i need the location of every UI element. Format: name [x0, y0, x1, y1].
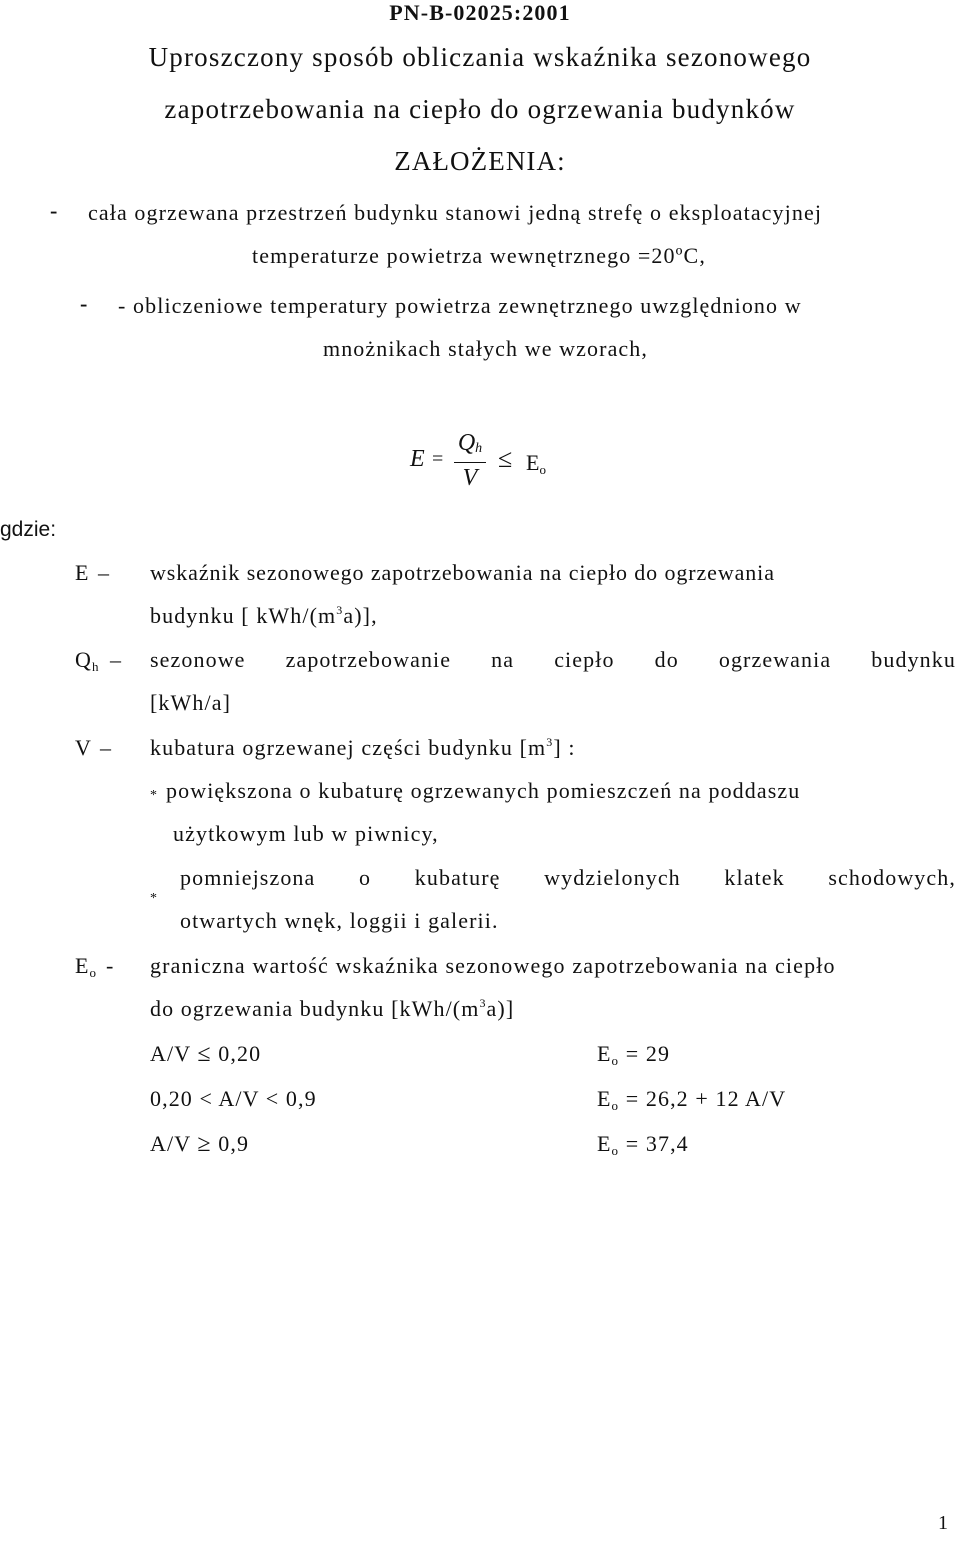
def-qh-dash: – [110, 647, 123, 672]
page-number: 1 [938, 1512, 948, 1534]
formula-leq-symbol: ≤ [498, 444, 513, 473]
bullet-2: - [80, 291, 89, 316]
def-qh-line-2: [kWh/a] [150, 690, 231, 715]
sub-item-2-marker: * [150, 891, 157, 906]
sub-item-1-line-1: powiększona o kubaturę ogrzewanych pomieszczeń na poddaszu [166, 778, 801, 803]
def-v-dash: – [100, 735, 113, 760]
def-e-line-2: budynku [ kWh/$(m^3a)$], [150, 603, 378, 628]
limit-row-1-condition: A/V ≤ 0,20 [150, 1041, 262, 1067]
def-qh-line-1: sezonowe zapotrzebowanie na ciepło do ogrzewania budynku [150, 647, 956, 672]
def-eo-symbol: Eo [75, 953, 98, 980]
fraction-denominator: V [462, 465, 478, 491]
bullet-1: - [50, 198, 59, 223]
def-eo-sep: - [106, 953, 115, 978]
def-v-line-1: kubatura ogrzewanej części budynku $[m^3]$ : [150, 735, 576, 760]
title-line-2: zapotrzebowania na ciepło do ogrzewania budynków [164, 94, 796, 124]
assumptions-heading: ZAŁOŻENIA: [394, 146, 566, 176]
formula-rhs: Eo [526, 450, 546, 477]
assumption-1-line-2: temperaturze powietrza wewnętrznego =20ºC, [252, 243, 706, 268]
def-e-symbol: E [75, 560, 90, 585]
def-e-dash: – [98, 560, 111, 585]
assumption-2-line-2: mnożnikach stałych we wzorach, [323, 336, 648, 361]
limit-row-3-value: Eo = 37,4 [597, 1131, 689, 1158]
limit-row-2-value: Eo = 26,2 + 12 A/V [597, 1086, 787, 1113]
formula-fraction [452, 428, 488, 493]
sub-item-2-line-2: otwartych wnęk, loggii i galerii. [180, 908, 499, 933]
limit-row-2-condition: 0,20 < A/V < 0,9 [150, 1086, 317, 1111]
definitions-intro: gdzie: [0, 518, 57, 541]
limit-row-1-value: Eo = 29 [597, 1041, 671, 1068]
def-v-symbol: V [75, 735, 92, 760]
sub-item-1-line-2: użytkowym lub w piwnicy, [173, 821, 439, 846]
assumption-2-line-1: - obliczeniowe temperatury powietrza zewnętrznego uwzględniono w [118, 293, 802, 318]
def-eo-line-2: do ogrzewania budynku $[kWh/(m^3a)]$ [150, 996, 515, 1021]
def-e-line-1: wskaźnik sezonowego zapotrzebowania na ciepło do ogrzewania [150, 560, 775, 585]
fraction-numerator: Qh [457, 430, 483, 456]
limit-row-3-condition: A/V ≥ 0,9 [150, 1131, 250, 1157]
formula-equals: = [432, 448, 444, 470]
def-qh-symbol: Qh [75, 647, 100, 674]
assumption-1-line-1: cała ogrzewana przestrzeń budynku stanowi jedną strefę o eksploatacyjnej [88, 200, 823, 225]
standard-number: PN-B-02025:2001 [389, 0, 571, 25]
sub-item-2-line-1: pomniejszona o kubaturę wydzielonych klatek schodowych, [180, 865, 956, 890]
title-line-1: Uproszczony sposób obliczania wskaźnika sezonowego [148, 42, 812, 72]
sub-item-1-marker: * [150, 788, 157, 803]
def-eo-line-1: graniczna wartość wskaźnika sezonowego zapotrzebowania na ciepło [150, 953, 836, 978]
formula-lhs: E [410, 446, 425, 472]
